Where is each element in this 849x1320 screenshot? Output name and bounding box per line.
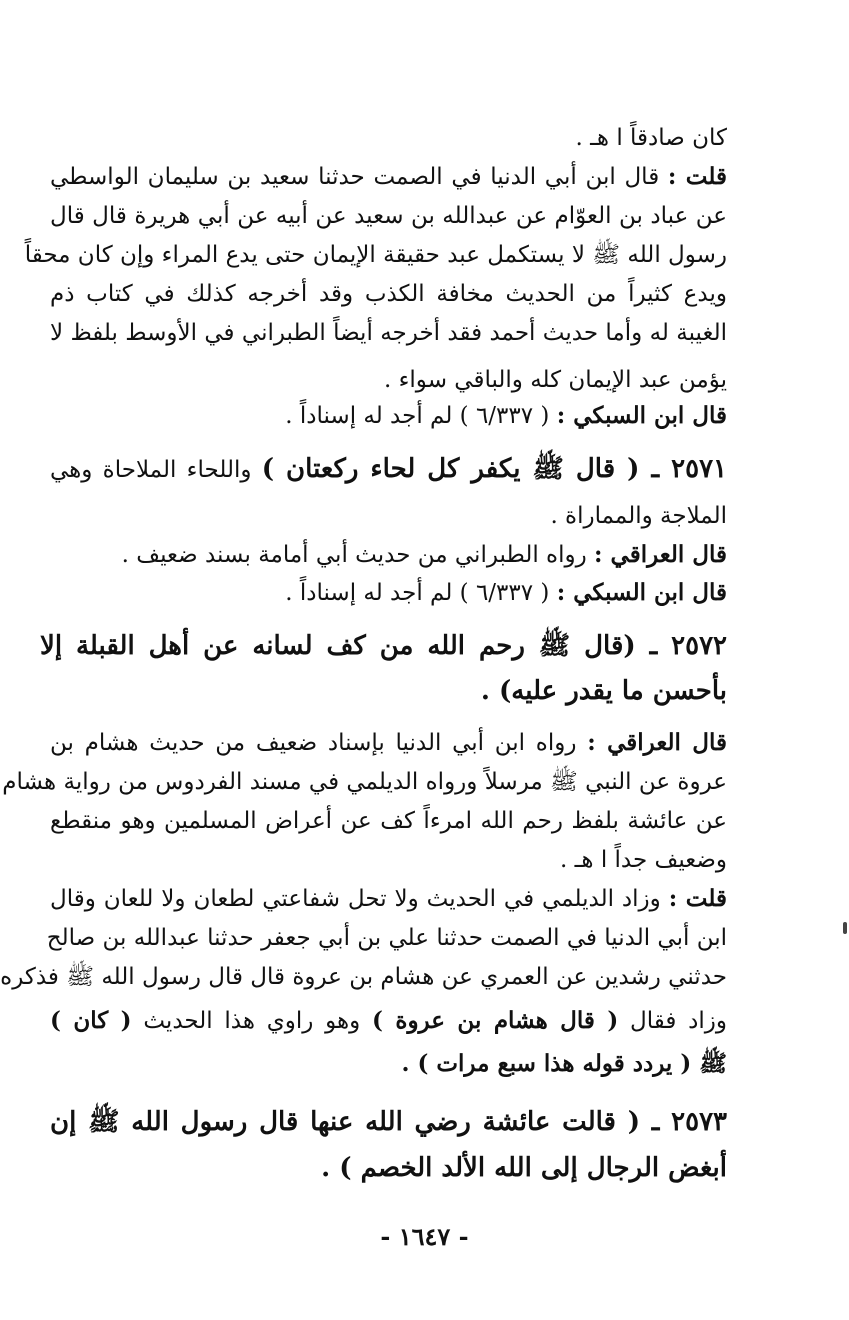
entry-heading: ٢٥٧٢ ـ (قال ﷺ رحم الله من كف لسانه عن أهل القبلة إلا bbox=[40, 631, 727, 661]
text-line: ويدع كثيراً من الحديث مخافة الكذب وقد أخرجه كذلك في كتاب ذم bbox=[50, 281, 727, 307]
text-line: عروة عن النبي ﷺ مرسلاً ورواه الديلمي في مسند الفردوس من رواية هشام bbox=[2, 769, 727, 795]
text-line: رسول الله ﷺ لا يستكمل عبد حقيقة الإيمان حتى يدع المراء وإن كان محقاً bbox=[24, 242, 727, 268]
text-line: وزاد فقال ( قال هشام بن عروة ) وهو راوي هذا الحديث ( كان ) bbox=[50, 1007, 727, 1034]
text-line: قلت : وزاد الديلمي في الحديث ولا تحل شفاعتي لطعان ولا للعان وقال bbox=[50, 885, 727, 912]
entry-heading: أبغض الرجال إلى الله الألد الخصم ) . bbox=[321, 1153, 727, 1183]
text-line: قلت : قال ابن أبي الدنيا في الصمت حدثنا سعيد بن سليمان الواسطي bbox=[50, 163, 727, 190]
page-number: - ١٦٤٧ - bbox=[380, 1222, 469, 1251]
text-line: عن عباد بن العوّام عن عبدالله بن سعيد عن أبيه عن أبي هريرة قال قال bbox=[50, 203, 727, 229]
text-line: الملاجة والمماراة . bbox=[550, 503, 727, 529]
text-line: وضعيف جداً ا هـ . bbox=[560, 847, 727, 873]
entry-heading: ٢٥٧٣ ـ ( قالت عائشة رضي الله عنها قال رسول الله ﷺ إن bbox=[50, 1107, 727, 1137]
text-line: حدثني رشدين عن العمري عن هشام بن عروة قال قال رسول الله ﷺ فذكره bbox=[0, 964, 727, 990]
text-line: الغيبة له وأما حديث أحمد فقد أخرجه أيضاً الطبراني في الأوسط بلفظ لا bbox=[50, 320, 727, 346]
text-line: يؤمن عبد الإيمان كله والباقي سواء . bbox=[383, 367, 727, 393]
text-line: قال ابن السبكي : ( ٦/٣٣٧ ) لم أجد له إسناداً . bbox=[285, 402, 727, 429]
text-line: قال العراقي : رواه ابن أبي الدنيا بإسناد ضعيف من حديث هشام بن bbox=[50, 729, 727, 756]
text-line: قال ابن السبكي : ( ٦/٣٣٧ ) لم أجد له إسناداً . bbox=[285, 579, 727, 606]
text-line: عن عائشة بلفظ رحم الله امرءاً كف عن أعراض المسلمين وهو منقطع bbox=[50, 808, 727, 834]
text-line: ابن أبي الدنيا في الصمت حدثنا علي بن أبي جعفر حدثنا عبدالله بن صالح bbox=[46, 925, 727, 951]
margin-mark bbox=[843, 922, 847, 934]
entry-heading: بأحسن ما يقدر عليه) . bbox=[480, 676, 727, 706]
text-line: ﷺ ( يردد قوله هذا سبع مرات ) . bbox=[401, 1050, 727, 1077]
text-line: قال العراقي : رواه الطبراني من حديث أبي أمامة بسند ضعيف . bbox=[121, 541, 727, 568]
entry-heading: ٢٥٧١ ـ ( قال ﷺ يكفر كل لحاء ركعتان ) واللحاء الملاحاة وهي bbox=[50, 454, 727, 484]
text-line: كان صادقاً ا هـ . bbox=[575, 125, 727, 151]
